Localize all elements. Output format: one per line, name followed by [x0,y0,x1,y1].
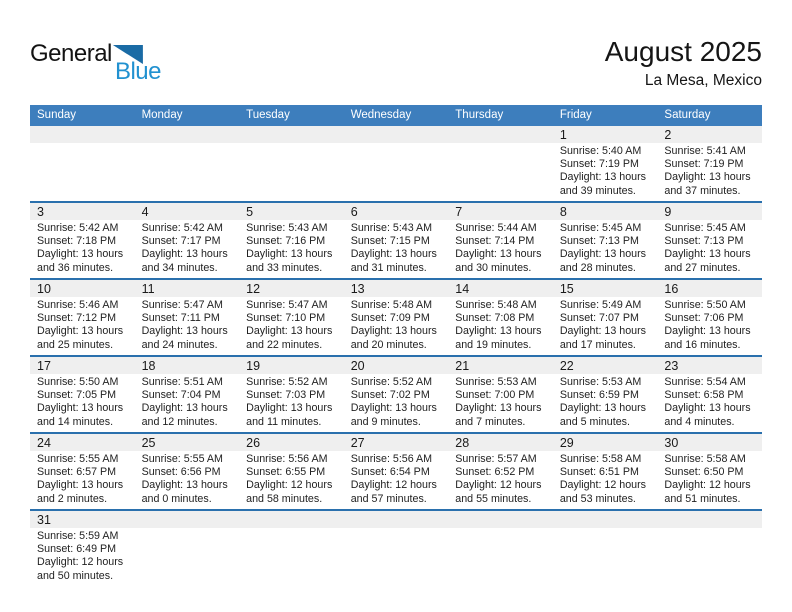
day-detail-line: Sunrise: 5:40 AM [559,145,642,157]
day-cell [657,203,762,278]
day-detail-line: Sunrise: 5:56 AM [350,453,433,465]
day-cell [553,434,658,509]
day-detail-line: Daylight: 13 hours [455,248,542,261]
day-cell [553,126,658,201]
day-detail-line: Daylight: 13 hours [664,325,751,338]
day-number: 22 [553,357,658,374]
day-number: 9 [657,203,762,220]
day-detail-line: Sunset: 7:16 PM [246,235,326,248]
day-detail-line: Sunset: 7:03 PM [246,389,326,402]
day-cell [657,126,762,201]
day-cell [448,280,553,355]
day-detail-line: Daylight: 13 hours [37,248,124,261]
day-detail-line: Sunset: 6:52 PM [455,466,535,479]
day-number: 17 [30,357,135,374]
day-detail-line: and 24 minutes. [141,338,218,351]
day-detail-line: and 37 minutes. [664,184,741,197]
day-number: 24 [30,434,135,451]
day-detail-line: Daylight: 13 hours [350,402,437,415]
day-detail-line: Sunrise: 5:58 AM [559,453,642,465]
day-details [30,143,135,201]
day-number [657,511,762,528]
day-number: 18 [135,357,240,374]
day-details [657,451,762,509]
week-row [30,511,762,586]
day-detail-line: and 58 minutes. [246,492,323,505]
day-detail-line: Sunrise: 5:41 AM [664,145,746,157]
day-detail-line: and 51 minutes. [664,492,741,505]
day-detail-line: and 28 minutes. [559,261,636,274]
day-cell [30,280,135,355]
day-number: 20 [344,357,449,374]
day-detail-line: Daylight: 13 hours [37,325,124,338]
day-cell [657,434,762,509]
day-details [448,143,553,201]
day-details [553,297,658,355]
day-detail-line: Sunrise: 5:43 AM [350,222,433,234]
weekday-header: Friday [559,109,592,121]
day-number: 31 [30,511,135,528]
day-cell [239,280,344,355]
day-details [239,451,344,509]
day-detail-line: Sunrise: 5:46 AM [37,299,119,311]
week-row [30,280,762,357]
day-number [135,511,240,528]
day-detail-line: Daylight: 13 hours [246,248,333,261]
day-details [30,220,135,278]
day-detail-line: Sunrise: 5:52 AM [246,376,328,388]
day-cell [344,357,449,432]
day-cell [657,280,762,355]
day-details [448,451,553,509]
day-detail-line: Sunset: 6:54 PM [350,466,430,479]
day-cell [448,203,553,278]
day-detail-line: Daylight: 12 hours [350,479,437,492]
day-detail-line: Daylight: 13 hours [350,325,437,338]
weekday-header: Saturday [664,109,711,121]
day-detail-line: Daylight: 13 hours [455,402,542,415]
day-details [553,374,658,432]
day-detail-line: Sunrise: 5:45 AM [559,222,642,234]
day-number: 2 [657,126,762,143]
day-detail-line: Sunrise: 5:55 AM [37,453,119,465]
day-detail-line: Sunset: 7:10 PM [246,312,326,325]
day-detail-line: Sunset: 7:13 PM [559,235,639,248]
day-cell [448,357,553,432]
day-detail-line: Daylight: 13 hours [559,325,646,338]
day-cell [135,203,240,278]
day-number: 15 [553,280,658,297]
title-block [605,36,762,90]
day-detail-line: and 0 minutes. [141,492,212,505]
day-details [657,143,762,201]
day-details [239,143,344,201]
day-detail-line: and 30 minutes. [455,261,532,274]
day-detail-line: Sunset: 6:49 PM [37,543,117,556]
day-detail-line: Sunrise: 5:50 AM [664,299,746,311]
day-number: 23 [657,357,762,374]
day-detail-line: Sunrise: 5:58 AM [664,453,746,465]
day-detail-line: and 39 minutes. [559,184,636,197]
empty-cell [344,126,449,201]
day-detail-line: Daylight: 13 hours [37,479,124,492]
day-detail-line: and 31 minutes. [350,261,427,274]
weekday-header: Sunday [37,109,77,121]
day-number: 28 [448,434,553,451]
day-detail-line: Sunrise: 5:53 AM [559,376,642,388]
day-number: 11 [135,280,240,297]
day-number [135,126,240,143]
day-detail-line: Sunrise: 5:57 AM [455,453,537,465]
day-detail-line: Sunset: 7:14 PM [455,235,535,248]
day-detail-line: Daylight: 12 hours [559,479,646,492]
day-cell [448,434,553,509]
day-detail-line: and 11 minutes. [246,415,322,428]
day-detail-line: Sunrise: 5:48 AM [350,299,433,311]
day-detail-line: Sunset: 7:08 PM [455,312,535,325]
day-detail-line: Sunrise: 5:50 AM [37,376,119,388]
day-detail-line: Daylight: 13 hours [664,171,751,184]
day-detail-line: and 14 minutes. [37,415,114,428]
day-details [448,374,553,432]
day-detail-line: Daylight: 13 hours [559,171,646,184]
day-number: 25 [135,434,240,451]
day-number: 29 [553,434,658,451]
empty-cell [239,511,344,586]
day-number: 14 [448,280,553,297]
day-details [344,143,449,201]
day-detail-line: Sunset: 7:04 PM [141,389,221,402]
day-detail-line: Sunset: 7:13 PM [664,235,744,248]
week-row [30,357,762,434]
day-cell [344,280,449,355]
day-detail-line: Sunset: 6:56 PM [141,466,221,479]
day-detail-line: and 53 minutes. [559,492,636,505]
day-detail-line: Daylight: 12 hours [37,556,124,569]
day-details [448,297,553,355]
day-cell [239,357,344,432]
day-detail-line: and 2 minutes. [37,492,108,505]
day-detail-line: Sunrise: 5:59 AM [37,530,119,542]
empty-cell [344,511,449,586]
day-detail-line: Daylight: 12 hours [246,479,333,492]
day-detail-line: Daylight: 13 hours [246,402,333,415]
day-detail-line: Sunset: 7:02 PM [350,389,430,402]
day-cell [553,203,658,278]
day-detail-line: Sunrise: 5:43 AM [246,222,328,234]
day-number: 5 [239,203,344,220]
page-title: August 2025 [604,36,762,67]
weekday-header: Tuesday [246,109,290,121]
weekday-row [30,105,762,126]
day-cell [657,357,762,432]
day-details [344,297,449,355]
day-cell [30,357,135,432]
day-cell [344,203,449,278]
day-detail-line: Sunset: 7:09 PM [350,312,430,325]
day-detail-line: Sunrise: 5:54 AM [664,376,746,388]
day-detail-line: and 33 minutes. [246,261,323,274]
day-detail-line: and 27 minutes. [664,261,741,274]
day-detail-line: Sunset: 7:00 PM [455,389,535,402]
day-detail-line: Daylight: 13 hours [37,402,124,415]
day-number: 6 [344,203,449,220]
day-number: 7 [448,203,553,220]
day-number [448,126,553,143]
day-number: 16 [657,280,762,297]
day-detail-line: Sunset: 6:58 PM [664,389,744,402]
day-details [30,451,135,509]
day-detail-line: and 16 minutes. [664,338,741,351]
day-details [135,528,240,586]
day-detail-line: Sunset: 6:50 PM [664,466,744,479]
day-detail-line: and 50 minutes. [37,569,114,582]
day-detail-line: Daylight: 13 hours [141,479,228,492]
day-detail-line: Sunset: 7:18 PM [37,235,117,248]
day-details [135,143,240,201]
day-number: 26 [239,434,344,451]
day-number: 19 [239,357,344,374]
day-details [344,220,449,278]
day-detail-line: Sunset: 7:19 PM [664,158,744,171]
day-number: 30 [657,434,762,451]
day-detail-line: and 57 minutes. [350,492,427,505]
empty-cell [30,126,135,201]
day-details [239,374,344,432]
weekday-header: Monday [141,109,183,121]
day-cell [239,434,344,509]
day-detail-line: Sunrise: 5:56 AM [246,453,328,465]
day-details [344,374,449,432]
empty-cell [135,511,240,586]
day-cell [135,357,240,432]
empty-cell [553,511,658,586]
week-row [30,434,762,511]
day-number: 12 [239,280,344,297]
day-detail-line: Sunset: 7:17 PM [141,235,221,248]
day-details [30,528,135,586]
day-number [239,511,344,528]
week-row [30,126,762,203]
day-details [448,220,553,278]
day-details [239,297,344,355]
day-detail-line: Sunrise: 5:48 AM [455,299,537,311]
empty-cell [448,511,553,586]
logo [30,42,164,83]
empty-cell [135,126,240,201]
logo-text-blue: Blue [114,58,161,85]
day-details [657,528,762,586]
day-detail-line: Sunrise: 5:42 AM [37,222,119,234]
day-detail-line: Sunrise: 5:49 AM [559,299,642,311]
day-detail-line: Sunset: 7:11 PM [141,312,220,325]
day-number [344,126,449,143]
week-row [30,203,762,280]
day-detail-line: and 19 minutes. [455,338,532,351]
day-details [135,451,240,509]
day-detail-line: Daylight: 13 hours [141,325,228,338]
day-details [239,220,344,278]
day-detail-line: Sunrise: 5:45 AM [664,222,746,234]
day-details [344,451,449,509]
day-detail-line: Sunrise: 5:55 AM [141,453,223,465]
day-detail-line: Sunset: 7:12 PM [37,312,117,325]
calendar [30,105,762,586]
day-detail-line: Daylight: 13 hours [559,402,646,415]
day-detail-line: Sunset: 6:51 PM [559,466,639,479]
day-detail-line: and 55 minutes. [455,492,532,505]
day-detail-line: and 4 minutes. [664,415,735,428]
empty-cell [239,126,344,201]
day-details [657,220,762,278]
day-detail-line: Sunrise: 5:52 AM [350,376,433,388]
empty-cell [657,511,762,586]
day-details [135,297,240,355]
day-detail-line: Sunset: 7:07 PM [559,312,639,325]
day-detail-line: and 5 minutes. [559,415,630,428]
day-details [135,220,240,278]
day-number: 13 [344,280,449,297]
day-details [553,220,658,278]
weeks [30,126,762,586]
day-detail-line: Daylight: 13 hours [455,325,542,338]
day-detail-line: Sunrise: 5:51 AM [141,376,223,388]
empty-cell [448,126,553,201]
day-details [553,528,658,586]
day-number [448,511,553,528]
day-number [239,126,344,143]
day-number: 3 [30,203,135,220]
day-detail-line: Daylight: 13 hours [664,402,751,415]
day-details [553,451,658,509]
day-detail-line: Sunset: 6:59 PM [559,389,639,402]
day-details [553,143,658,201]
day-cell [553,280,658,355]
day-detail-line: Sunrise: 5:44 AM [455,222,537,234]
logo-text-general: General [30,40,112,67]
day-detail-line: Sunset: 6:55 PM [246,466,326,479]
day-cell [344,434,449,509]
day-detail-line: Daylight: 13 hours [559,248,646,261]
weekday-header: Wednesday [350,109,412,121]
day-details [30,297,135,355]
day-detail-line: Sunrise: 5:47 AM [141,299,223,311]
day-detail-line: Sunset: 7:06 PM [664,312,744,325]
day-details [657,374,762,432]
day-detail-line: Daylight: 13 hours [141,248,228,261]
day-number: 10 [30,280,135,297]
day-detail-line: Sunrise: 5:42 AM [141,222,223,234]
day-detail-line: and 17 minutes. [559,338,636,351]
day-number [30,126,135,143]
day-cell [135,434,240,509]
day-number: 21 [448,357,553,374]
day-details [448,528,553,586]
day-detail-line: Daylight: 12 hours [455,479,542,492]
day-cell [30,203,135,278]
day-cell [135,280,240,355]
day-cell [30,511,135,586]
day-detail-line: and 7 minutes. [455,415,526,428]
day-cell [30,434,135,509]
day-detail-line: and 12 minutes. [141,415,218,428]
day-number: 8 [553,203,658,220]
day-detail-line: and 25 minutes. [37,338,114,351]
location-subtitle: La Mesa, Mexico [644,72,762,89]
day-detail-line: and 34 minutes. [141,261,218,274]
day-details [344,528,449,586]
day-cell [239,203,344,278]
day-detail-line: Daylight: 13 hours [350,248,437,261]
day-detail-line: and 9 minutes. [350,415,421,428]
day-number: 1 [553,126,658,143]
day-detail-line: and 22 minutes. [246,338,323,351]
day-detail-line: Sunset: 6:57 PM [37,466,117,479]
day-details [135,374,240,432]
day-detail-line: Sunset: 7:05 PM [37,389,117,402]
day-details [30,374,135,432]
day-detail-line: Sunset: 7:19 PM [559,158,639,171]
day-detail-line: Daylight: 13 hours [664,248,751,261]
day-detail-line: and 20 minutes. [350,338,427,351]
day-detail-line: and 36 minutes. [37,261,114,274]
day-detail-line: Sunset: 7:15 PM [350,235,430,248]
day-number [344,511,449,528]
day-number [553,511,658,528]
day-number: 4 [135,203,240,220]
day-detail-line: Daylight: 13 hours [141,402,228,415]
day-details [239,528,344,586]
day-detail-line: Sunrise: 5:53 AM [455,376,537,388]
day-details [657,297,762,355]
day-cell [553,357,658,432]
day-number: 27 [344,434,449,451]
day-detail-line: Daylight: 13 hours [246,325,333,338]
day-detail-line: Sunrise: 5:47 AM [246,299,328,311]
weekday-header: Thursday [455,109,504,121]
day-detail-line: Daylight: 12 hours [664,479,751,492]
